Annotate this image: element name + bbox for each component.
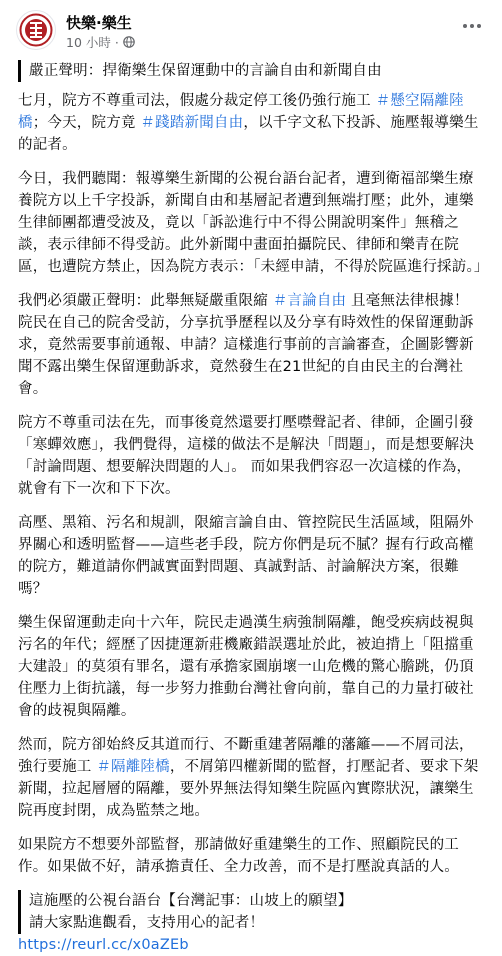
p7-text-b: ，不屑第四權新聞的監督，打壓記者、要求下架新聞，拉起層層的隔離，要外界無法得知樂生院區內實際狀況，讓樂生院再度封閉，成為監禁之地。 xyxy=(18,759,479,819)
post-header xyxy=(16,10,486,54)
p3-text-a: 我們必須嚴正聲明：此舉無疑嚴重限縮 xyxy=(18,293,273,309)
hashtag-suspended-bridge[interactable]: ＃懸空隔離陸橋 xyxy=(18,93,464,131)
meta-separator: · xyxy=(114,34,119,50)
paragraph-5: 高壓、黑箱、污名和規訓，限縮言論自由、管控院民生活區域，阻隔外界關心和透明監督——這些老手段，院方你們是玩不膩？握有行政高權的院方，難道請你們誠實面對問題、真誠對話、討論解決方案，很難嗎？ xyxy=(18,515,474,597)
more-options-icon[interactable] xyxy=(458,16,486,36)
hashtag-isolation-bridge[interactable]: ＃隔離陸橋 xyxy=(96,759,170,775)
page-name[interactable]: 快樂·樂生 xyxy=(66,14,132,32)
post-title-block xyxy=(18,60,482,82)
p3-text-b: 且毫無法律根據！院民在自己的院舍受訪，分享抗爭歷程以及分享有時效性的保留運動訴求，竟然需要事前通報、申請？這樣進行事前的言論審查，企圖影響新聞不露出樂生保留運動訴求，竟然發生在21世紀的自由民主的台灣社會。 xyxy=(18,293,474,397)
p7-text-a: 然而，院方卻始終反其道而行、不斷重建著隔離的藩籬——不屑司法，強行要施工 xyxy=(18,737,474,775)
paragraph-1 xyxy=(18,90,482,156)
paragraph-7 xyxy=(18,734,482,822)
page-logo xyxy=(19,13,53,47)
p1-text-b: ；今天，院方竟 xyxy=(32,115,141,131)
title-bar xyxy=(18,60,21,82)
paragraph-3 xyxy=(18,290,482,400)
paragraph-8: 如果院方不想要外部監督，那請做好重建樂生的工作、照顧院民的工作。如果做不好，請承擔責任、全力改善，而不是打壓說真話的人。 xyxy=(18,837,459,875)
reurl-link[interactable]: https://reurl.cc/x0aZEb xyxy=(18,937,189,953)
p1-text-a: 七月，院方不尊重司法，假處分裁定停工後仍強行施工 xyxy=(18,93,376,109)
paragraph-6: 樂生保留運動走向十六年，院民走過漢生病強制隔離，飽受疾病歧視與污名的年代；經歷了因捷運新莊機廠錯誤選址於此，被迫揹上「阻擋重大建設」的莫須有罪名，還有承擔家園崩壞一山危機的驚心膽跳，仍頂住壓力上街抗議，每一步努力推動台灣社會向前，靠自己的力量打破社會的歧視與隔離。 xyxy=(18,615,474,719)
footer-line-2: 請大家點進觀看，支持用心的記者！ xyxy=(29,915,265,931)
hashtag-free-speech[interactable]: ＃言論自由 xyxy=(272,293,347,309)
paragraph-2: 今日，我們聽聞：報導樂生新聞的公視台語台記者，遭到衛福部樂生療養院方以上千字投訴，新聞自由和基層記者遭到無端打壓；此外，連樂生律師團都遭受波及，竟以「訴訟進行中不得公開說明案件」無稽之談，表示律師不得受訪。此外新聞中畫面拍攝院民、律師和樂青在院區，也遭院方禁止，因為院方表示：「未經申請，不得於院區進行採訪。」 xyxy=(18,171,489,275)
footer-text xyxy=(29,890,352,934)
footer-block xyxy=(18,890,482,934)
post-body xyxy=(18,60,489,956)
post-time[interactable]: 10 小時 xyxy=(66,35,111,50)
p1-text-c: ，以千字文私下投訴、施壓報導樂生的記者。 xyxy=(18,115,479,153)
footer-bar xyxy=(18,890,21,934)
footer-line-1: 這施壓的公視台語台【台灣記事：山坡上的願望】 xyxy=(29,893,353,909)
post-meta xyxy=(66,33,135,51)
globe-icon[interactable] xyxy=(123,36,135,48)
post-title: 嚴正聲明：捍衛樂生保留運動中的言論自由和新聞自由 xyxy=(29,63,382,79)
page-avatar[interactable] xyxy=(16,10,56,50)
hashtag-press-freedom[interactable]: ＃踐踏新聞自由 xyxy=(140,115,244,131)
paragraph-4: 院方不尊重司法在先，而事後竟然還要打壓噤聲記者、律師，企圖引發「寒蟬效應」，我們覺得，這樣的做法不是解決「問題」，而是想要解決「討論問題、想要解決問題的人」。 而如果我們容忍一次這樣的作為，就會有下一次和下下次。 xyxy=(18,415,474,497)
